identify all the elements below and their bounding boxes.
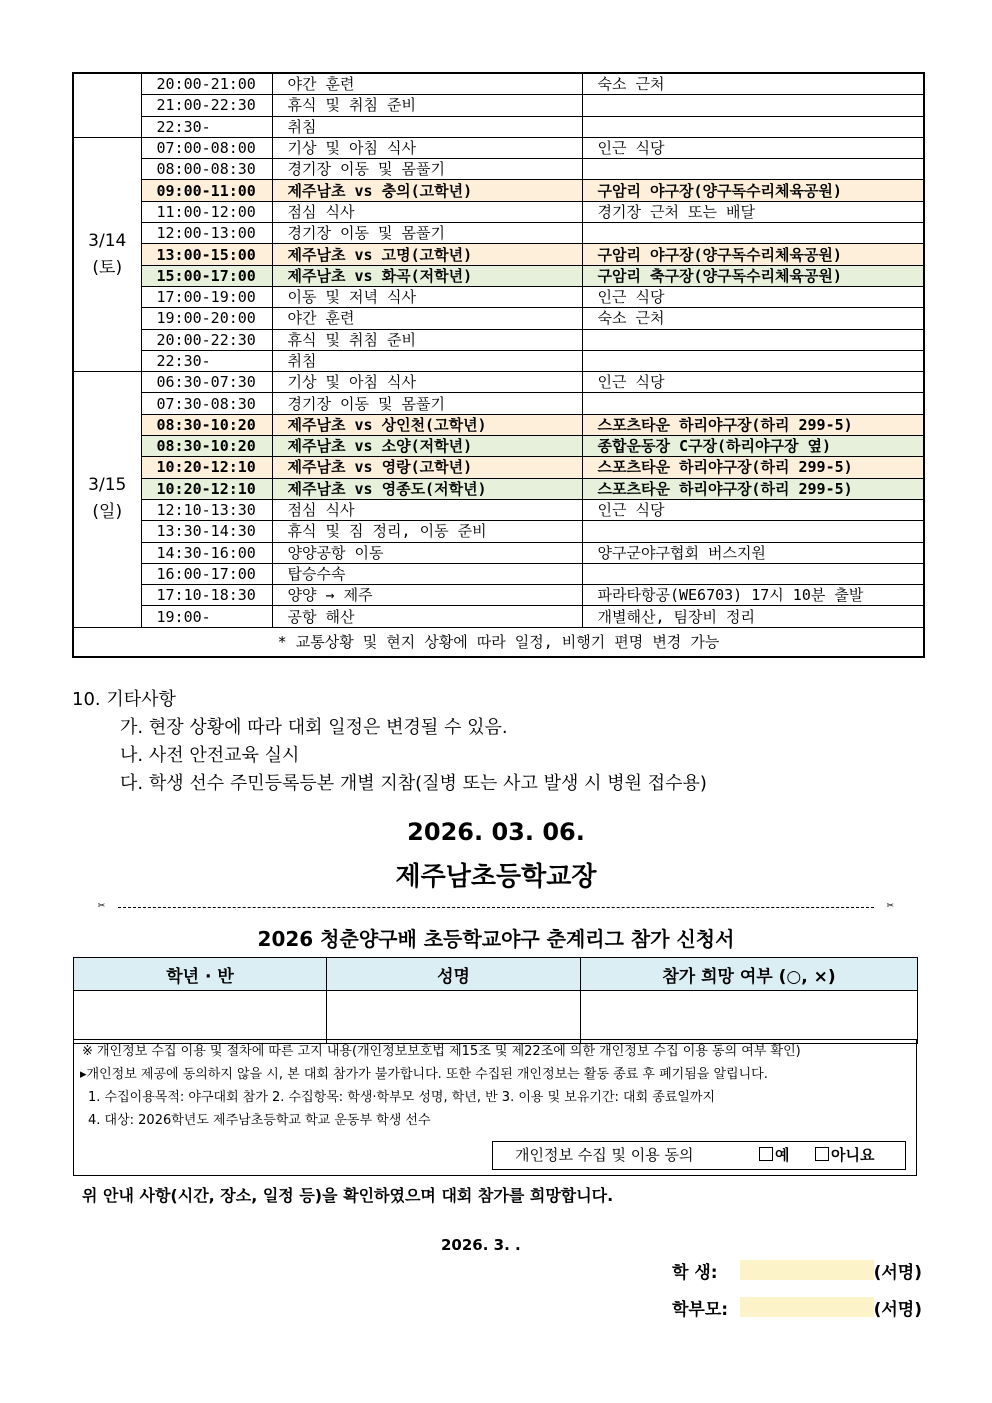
content-cell: 점심 식사 <box>272 499 582 520</box>
parent-signature-row <box>672 1295 922 1319</box>
time-cell: 13:00-15:00 <box>141 244 272 265</box>
day-label: 3/14 (토) <box>73 137 141 371</box>
consent-yes-label: 예 <box>775 1146 790 1164</box>
time-cell: 06:30-07:30 <box>141 372 272 393</box>
place-cell <box>582 350 924 371</box>
time-cell: 17:00-19:00 <box>141 286 272 307</box>
time-cell: 07:00-08:00 <box>141 137 272 158</box>
place-cell <box>582 563 924 584</box>
place-cell <box>582 95 924 116</box>
time-cell: 08:30-10:20 <box>141 414 272 435</box>
checkbox-icon[interactable] <box>815 1147 829 1161</box>
content-cell: 제주남초 vs 고명(고학년) <box>272 244 582 265</box>
header-participation: 참가 희망 여부 (○, ×) <box>581 958 918 991</box>
form-title: 2026 청춘양구배 초등학교야구 춘계리그 참가 신청서 <box>257 927 735 951</box>
student-signature-row <box>672 1258 922 1282</box>
cut-line <box>98 898 894 918</box>
time-cell: 22:30- <box>141 116 272 137</box>
day-label: 3/15 (일) <box>73 372 141 628</box>
schedule-row <box>73 606 924 627</box>
place-cell: 인근 식당 <box>582 372 924 393</box>
content-cell: 제주남초 vs 영랑(고학년) <box>272 457 582 478</box>
consent-no-label: 아니요 <box>831 1146 875 1164</box>
schedule-row <box>73 414 924 435</box>
time-cell: 15:00-17:00 <box>141 265 272 286</box>
content-cell: 제주남초 vs 충의(고학년) <box>272 180 582 201</box>
content-cell: 공항 해산 <box>272 606 582 627</box>
content-cell: 취침 <box>272 116 582 137</box>
schedule-row <box>73 308 924 329</box>
content-cell: 야간 훈련 <box>272 73 582 95</box>
schedule-row <box>73 563 924 584</box>
time-cell: 07:30-08:30 <box>141 393 272 414</box>
consent-yes-option[interactable] <box>759 1142 790 1169</box>
schedule-row <box>73 521 924 542</box>
time-cell: 13:30-14:30 <box>141 521 272 542</box>
content-cell: 이동 및 저녁 식사 <box>272 286 582 307</box>
signature-mark: (서명) <box>873 1263 922 1283</box>
schedule-row <box>73 372 924 393</box>
place-cell: 인근 식당 <box>582 286 924 307</box>
privacy-line: ※ 개인정보 수집 이용 및 절차에 따른 고지 내용(개인정보보호법 제15조 및 제22조에 의한 개인정보 수집 이용 동의 여부 확인) <box>82 1044 801 1059</box>
checkbox-icon[interactable] <box>759 1147 773 1161</box>
consent-box <box>492 1141 906 1170</box>
place-cell: 스포츠타운 하리야구장(하리 299-5) <box>582 457 924 478</box>
time-cell: 12:00-13:00 <box>141 223 272 244</box>
time-cell: 12:10-13:30 <box>141 499 272 520</box>
place-cell: 인근 식당 <box>582 137 924 158</box>
place-cell <box>582 159 924 180</box>
privacy-line: ▸개인정보 제공에 동의하지 않을 시, 본 대회 참가가 불가합니다. 또한 수집된 개인정보는 활동 종료 후 폐기됨을 알립니다. <box>80 1067 768 1082</box>
privacy-line: 1. 수집이용목적: 야구대회 참가 2. 수집항목: 학생·학부모 성명, 학년, 반 3. 이용 및 보유기간: 대회 종료일까지 <box>88 1090 716 1105</box>
content-cell: 기상 및 아침 식사 <box>272 372 582 393</box>
content-cell: 휴식 및 취침 준비 <box>272 95 582 116</box>
place-cell: 숙소 근처 <box>582 73 924 95</box>
schedule-row <box>73 329 924 350</box>
schedule-row <box>73 180 924 201</box>
time-cell: 20:00-22:30 <box>141 329 272 350</box>
content-cell: 제주남초 vs 화곡(저학년) <box>272 265 582 286</box>
signature-mark: (서명) <box>873 1300 922 1320</box>
content-cell: 휴식 및 짐 정리, 이동 준비 <box>272 521 582 542</box>
header-name: 성명 <box>327 958 581 991</box>
name-field[interactable] <box>327 991 581 1044</box>
student-label: 학 생: <box>672 1263 718 1283</box>
schedule-row <box>73 265 924 286</box>
schedule-row <box>73 137 924 158</box>
issue-date: 2026. 03. 06. <box>407 818 585 846</box>
privacy-notice <box>73 1039 917 1176</box>
place-cell: 구암리 축구장(양구독수리체육공원) <box>582 265 924 286</box>
content-cell: 경기장 이동 및 몸풀기 <box>272 393 582 414</box>
parent-label: 학부모: <box>672 1300 729 1320</box>
schedule-row <box>73 457 924 478</box>
content-cell: 제주남초 vs 영종도(저학년) <box>272 478 582 499</box>
content-cell: 제주남초 vs 상인천(고학년) <box>272 414 582 435</box>
time-cell: 22:30- <box>141 350 272 371</box>
content-cell: 점심 식사 <box>272 201 582 222</box>
content-cell: 경기장 이동 및 몸풀기 <box>272 223 582 244</box>
schedule-row <box>73 286 924 307</box>
schedule-row <box>73 95 924 116</box>
schedule-row <box>73 201 924 222</box>
place-cell <box>582 329 924 350</box>
day-label <box>73 73 141 137</box>
schedule-row <box>73 436 924 457</box>
place-cell: 숙소 근처 <box>582 308 924 329</box>
schedule-row <box>73 73 924 95</box>
schedule-row <box>73 585 924 606</box>
place-cell: 스포츠타운 하리야구장(하리 299-5) <box>582 478 924 499</box>
scissors-icon: ✂ <box>98 898 106 912</box>
schedule-row <box>73 244 924 265</box>
sign-date: 2026. 3. . <box>441 1236 521 1254</box>
schedule-row <box>73 542 924 563</box>
participation-field[interactable] <box>581 991 918 1044</box>
schedule-row <box>73 159 924 180</box>
time-cell: 20:00-21:00 <box>141 73 272 95</box>
student-signature-field[interactable] <box>740 1260 874 1280</box>
time-cell: 09:00-11:00 <box>141 180 272 201</box>
content-cell: 양양공항 이동 <box>272 542 582 563</box>
school-head: 제주남초등학교장 <box>395 862 597 892</box>
time-cell: 21:00-22:30 <box>141 95 272 116</box>
misc-item: 다. 학생 선수 주민등록등본 개별 지참(질병 또는 사고 발생 시 병원 접수용) <box>120 773 707 794</box>
content-cell: 양양 → 제주 <box>272 585 582 606</box>
place-cell <box>582 393 924 414</box>
time-cell: 14:30-16:00 <box>141 542 272 563</box>
place-cell: 종합운동장 C구장(하리야구장 옆) <box>582 436 924 457</box>
header-grade-class: 학년 · 반 <box>74 958 327 991</box>
consent-no-option[interactable] <box>815 1142 874 1169</box>
schedule-row <box>73 499 924 520</box>
time-cell: 19:00-20:00 <box>141 308 272 329</box>
schedule-body <box>73 73 924 657</box>
schedule-row <box>73 393 924 414</box>
schedule-row <box>73 223 924 244</box>
grade-class-field[interactable] <box>74 991 327 1044</box>
content-cell: 제주남초 vs 소양(저학년) <box>272 436 582 457</box>
misc-heading: 10. 기타사항 <box>72 689 176 710</box>
content-cell: 휴식 및 취침 준비 <box>272 329 582 350</box>
dashed-divider <box>118 907 874 908</box>
time-cell: 17:10-18:30 <box>141 585 272 606</box>
content-cell: 기상 및 아침 식사 <box>272 137 582 158</box>
time-cell: 08:30-10:20 <box>141 436 272 457</box>
consent-label: 개인정보 수집 및 이용 동의 <box>515 1146 694 1164</box>
place-cell: 경기장 근처 또는 배달 <box>582 201 924 222</box>
place-cell: 인근 식당 <box>582 499 924 520</box>
misc-item: 가. 현장 상황에 따라 대회 일정은 변경될 수 있음. <box>120 717 508 738</box>
time-cell: 16:00-17:00 <box>141 563 272 584</box>
confirm-statement: 위 안내 사항(시간, 장소, 일정 등)을 확인하였으며 대회 참가를 희망합니다. <box>82 1186 614 1205</box>
scissors-icon: ✂ <box>886 898 894 912</box>
content-cell: 탑승수속 <box>272 563 582 584</box>
place-cell: 구암리 야구장(양구독수리체육공원) <box>582 244 924 265</box>
time-cell: 10:20-12:10 <box>141 457 272 478</box>
time-cell: 19:00- <box>141 606 272 627</box>
content-cell: 야간 훈련 <box>272 308 582 329</box>
place-cell <box>582 116 924 137</box>
content-cell: 경기장 이동 및 몸풀기 <box>272 159 582 180</box>
schedule-table <box>72 72 925 658</box>
place-cell <box>582 223 924 244</box>
misc-section <box>72 686 707 798</box>
schedule-row <box>73 116 924 137</box>
place-cell: 양구군야구협회 버스지원 <box>582 542 924 563</box>
time-cell: 08:00-08:30 <box>141 159 272 180</box>
schedule-row <box>73 350 924 371</box>
application-form-table <box>73 957 918 1044</box>
place-cell: 스포츠타운 하리야구장(하리 299-5) <box>582 414 924 435</box>
place-cell: 파라타항공(WE6703) 17시 10분 출발 <box>582 585 924 606</box>
misc-item: 나. 사전 안전교육 실시 <box>120 745 300 766</box>
content-cell: 취침 <box>272 350 582 371</box>
privacy-line: 4. 대상: 2026학년도 제주남초등학교 학교 운동부 학생 선수 <box>88 1113 431 1128</box>
footnote-row <box>73 627 924 657</box>
time-cell: 11:00-12:00 <box>141 201 272 222</box>
time-cell: 10:20-12:10 <box>141 478 272 499</box>
place-cell <box>582 521 924 542</box>
place-cell: 구암리 야구장(양구독수리체육공원) <box>582 180 924 201</box>
parent-signature-field[interactable] <box>740 1297 874 1317</box>
place-cell: 개별해산, 팀장비 정리 <box>582 606 924 627</box>
schedule-footnote: * 교통상황 및 현지 상황에 따라 일정, 비행기 편명 변경 가능 <box>73 627 924 657</box>
schedule-row <box>73 478 924 499</box>
